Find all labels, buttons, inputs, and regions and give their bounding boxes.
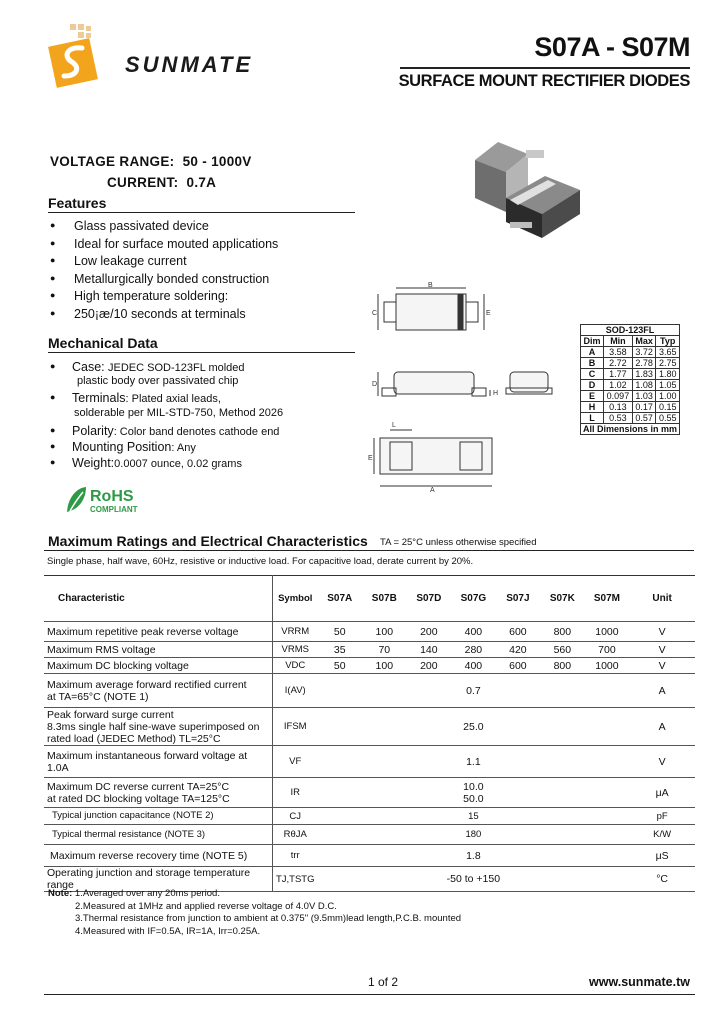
row-char-line: rated load (JEDEC Method) TL=25°C [47,732,221,745]
logo-mark-icon [48,22,118,94]
note-item: 4.Measured with IF=0.5A, IR=1A, Irr=0.25A. [75,925,261,937]
dim-cell: 1.05 [656,380,680,391]
dim-cell: 1.83 [632,369,656,380]
row-value-line: 10.0 [463,780,484,793]
row-symbol: TJ,TSTG [272,867,317,892]
col-part: S07M [585,576,630,622]
col-part: S07A [318,576,363,622]
col-unit: Unit [629,576,695,622]
col-part: S07J [496,576,540,622]
current-value: 0.7A [186,175,217,190]
row-char: Operating junction and storage temperature range [44,867,272,892]
footer-divider [44,994,695,995]
mech-case [50,360,350,374]
row-value: 140 [407,642,452,658]
table-row [44,746,695,778]
dim-row [581,347,680,358]
table-row [44,808,695,825]
rohs-badge [64,484,154,521]
row-value: 800 [540,622,585,642]
row-char-line: at TA=65°C (NOTE 1) [47,690,149,703]
row-value: 280 [451,642,496,658]
row-char [44,708,272,746]
row-unit: μA [629,778,695,808]
dim-package-name: SOD-123FL [581,325,680,336]
row-char [44,778,272,808]
document-subtitle: SURFACE MOUNT RECTIFIER DIODES [398,72,690,90]
row-char [44,674,272,708]
notes-section [48,888,461,938]
dim-col-header: Min [604,336,633,347]
current-label: CURRENT: [107,175,179,190]
dim-row [581,369,680,380]
mech-polarity [50,424,350,438]
col-symbol: Symbol [272,576,317,622]
case-text-2: plastic body over passivated chip [77,375,239,387]
dim-cell: 3.72 [632,347,656,358]
features-heading: Features [48,195,107,211]
row-unit: V [629,622,695,642]
row-char: Maximum RMS voltage [44,642,272,658]
rohs-sub: COMPLIANT [90,505,138,514]
row-value: 800 [540,658,585,674]
row-symbol: VF [272,746,317,778]
dim-cell: 3.58 [604,347,633,358]
dim-label-b: B [428,282,433,289]
row-symbol: VRMS [272,642,317,658]
row-char-line: Maximum average forward rectified current [47,678,247,691]
features-divider [48,212,355,213]
header-divider [400,67,690,69]
row-symbol: IR [272,778,317,808]
characteristics-table [44,575,695,892]
dim-label-h: H [493,390,499,397]
row-char: Typical thermal resistance (NOTE 3) [44,825,272,845]
col-part: S07G [451,576,496,622]
mech-terminals [50,391,350,405]
dim-cell: 0.097 [604,391,633,402]
rohs-label: RoHS [90,488,134,505]
row-char: Maximum DC blocking voltage [44,658,272,674]
dim-row [581,380,680,391]
polarity-label: Polarity [72,424,114,438]
website-link[interactable]: www.sunmate.tw [589,975,690,989]
table-row [44,642,695,658]
features-list [50,218,278,323]
dim-cell: 1.08 [632,380,656,391]
row-symbol: VDC [272,658,317,674]
row-value: 560 [540,642,585,658]
row-value: 600 [496,658,540,674]
row-char-line: 8.3ms single half sine-wave superimposed on [47,720,260,733]
row-unit: K/W [629,825,695,845]
dim-cell: 1.77 [604,369,633,380]
polarity-text: : Color band denotes cathode end [113,426,280,438]
dim-cell: A [581,347,604,358]
ratings-condition: TA = 25°C unless otherwise specified [380,537,537,548]
row-unit: V [629,658,695,674]
mechanical-data [50,360,350,470]
page-number: 1 of 2 [368,975,399,989]
dim-cell: 0.13 [604,402,633,413]
row-unit: A [629,674,695,708]
dim-row [581,358,680,369]
row-value: 50 [318,622,363,642]
row-value: -50 to +150 [318,867,630,892]
feature-item: ● Low leakage current [50,253,278,271]
row-char-line: Peak forward surge current [47,708,174,721]
dim-cell: 2.75 [656,358,680,369]
terminals-label: Terminals [72,391,126,405]
dim-cell: 0.53 [604,413,633,424]
dimensions-table [580,324,680,435]
row-value: 200 [407,622,452,642]
dim-cell: D [581,380,604,391]
note-item: 3.Thermal resistance from junction to ambient at 0.375" (9.5mm)lead length,P.C.B. mounted [75,913,462,924]
col-part: S07D [407,576,452,622]
feature-item: ● Metallurgically bonded construction [50,271,278,289]
row-value: 100 [362,622,407,642]
dim-col-header: Max [632,336,656,347]
table-row [44,778,695,808]
dim-cell: E [581,391,604,402]
row-symbol: VRRM [272,622,317,642]
row-value: 1000 [585,622,630,642]
feature-item: ● Glass passivated device [50,218,278,236]
dim-cell: 1.02 [604,380,633,391]
col-part: S07B [362,576,407,622]
row-value: 1.1 [318,746,630,778]
row-unit: V [629,746,695,778]
row-value: 1000 [585,658,630,674]
feature-item: ● High temperature soldering: [50,288,278,306]
row-char: Typical junction capacitance (NOTE 2) [44,808,272,825]
row-char: Maximum instantaneous forward voltage at 1.0A [44,746,272,778]
row-symbol: RθJA [272,825,317,845]
dim-col-header: Typ [656,336,680,347]
table-row [44,674,695,708]
row-unit: °C [629,867,695,892]
row-symbol: CJ [272,808,317,825]
dim-cell: 2.78 [632,358,656,369]
row-value: 400 [451,658,496,674]
dim-label-a: A [430,487,435,494]
row-char-line: at rated DC blocking voltage TA=125°C [47,792,230,805]
row-value: 400 [451,622,496,642]
row-value: 25.0 [318,708,630,746]
voltage-value: 50 - 1000V [182,154,252,169]
row-value: 100 [362,658,407,674]
dim-cell: 0.57 [632,413,656,424]
weight-text: 0.0007 ounce, 0.02 grams [114,458,242,470]
row-char: Maximum reverse recovery time (NOTE 5) [44,845,272,867]
package-photo [470,138,585,243]
dim-cell: H [581,402,604,413]
dim-cell: B [581,358,604,369]
ratings-note: Single phase, half wave, 60Hz, resistive or inductive load. For capacitive load, derate current by 20%. [47,556,474,567]
note-item: 2.Measured at 1MHz and applied reverse voltage of 4.0V D.C. [75,900,337,912]
row-unit: pF [629,808,695,825]
row-unit: μS [629,845,695,867]
row-value: 50 [318,658,363,674]
weight-label: Weight: [72,456,115,470]
row-value: 35 [318,642,363,658]
mechanical-divider [48,352,355,353]
case-text: JEDEC SOD-123FL molded [108,362,245,374]
dim-row [581,413,680,424]
outline-drawing [366,280,576,500]
part-number-range: S07A - S07M [534,32,690,62]
dim-label-d: D [372,381,378,388]
dim-cell: 1.03 [632,391,656,402]
current-spec [107,175,216,190]
table-row [44,708,695,746]
company-logo [48,22,118,94]
row-value: 420 [496,642,540,658]
row-value: 700 [585,642,630,658]
row-value: 15 [318,808,630,825]
dim-label-e: E [486,310,491,317]
table-row [44,845,695,867]
dim-cell: 3.65 [656,347,680,358]
row-unit: A [629,708,695,746]
dim-label-c: C [372,310,378,317]
dim-cell: 1.00 [656,391,680,402]
dim-cell: L [581,413,604,424]
ratings-divider [44,550,694,551]
dim-cell: 2.72 [604,358,633,369]
table-row [44,825,695,845]
row-value: 180 [318,825,630,845]
dim-cell: 1.80 [656,369,680,380]
row-value: 0.7 [318,674,630,708]
dim-cell: 0.15 [656,402,680,413]
feature-item: ● Ideal for surface mouted applications [50,236,278,254]
notes-label: Note: [48,888,73,899]
row-value: 70 [362,642,407,658]
row-symbol: I(AV) [272,674,317,708]
dim-col-header: Dim [581,336,604,347]
mech-mounting [50,440,350,454]
case-label: Case: [72,360,105,374]
mounting-text: : Any [171,442,196,454]
mech-weight [50,456,350,470]
note-item: 1.Averaged over any 20ms period. [74,888,220,899]
row-char: Maximum repetitive peak reverse voltage [44,622,272,642]
dim-row [581,391,680,402]
dim-row [581,402,680,413]
terminals-text: : Plated axial leads, [125,393,221,405]
dim-label-e-bottom: E [368,455,373,462]
feature-item: ● 250¡æ/10 seconds at terminals [50,306,278,324]
terminals-text-2: solderable per MIL-STD-750, Method 2026 [74,407,284,419]
dim-cell: 0.55 [656,413,680,424]
dim-label-l: L [392,422,396,429]
row-char-line: Maximum DC reverse current TA=25°C [47,780,230,793]
table-header-row [44,576,695,622]
dim-cell: C [581,369,604,380]
row-value: 200 [407,658,452,674]
rohs-leaf-icon [64,484,154,516]
row-value: 600 [496,622,540,642]
col-part: S07K [540,576,585,622]
ratings-heading: Maximum Ratings and Electrical Characteristics [48,533,368,549]
voltage-label: VOLTAGE RANGE: [50,154,175,169]
voltage-range [50,154,252,169]
row-value: 1.8 [318,845,630,867]
table-row [44,622,695,642]
col-characteristic: Characteristic [44,576,272,622]
row-value [318,778,630,808]
row-unit: V [629,642,695,658]
row-value-line: 50.0 [463,792,484,805]
mechanical-heading: Mechanical Data [48,335,158,351]
dim-cell: 0.17 [632,402,656,413]
row-symbol: trr [272,845,317,867]
brand-name: SUNMATE [125,52,254,77]
table-row [44,658,695,674]
row-symbol: IFSM [272,708,317,746]
mounting-label: Mounting Position [72,440,172,454]
dim-footer: All Dimensions in mm [581,424,680,435]
